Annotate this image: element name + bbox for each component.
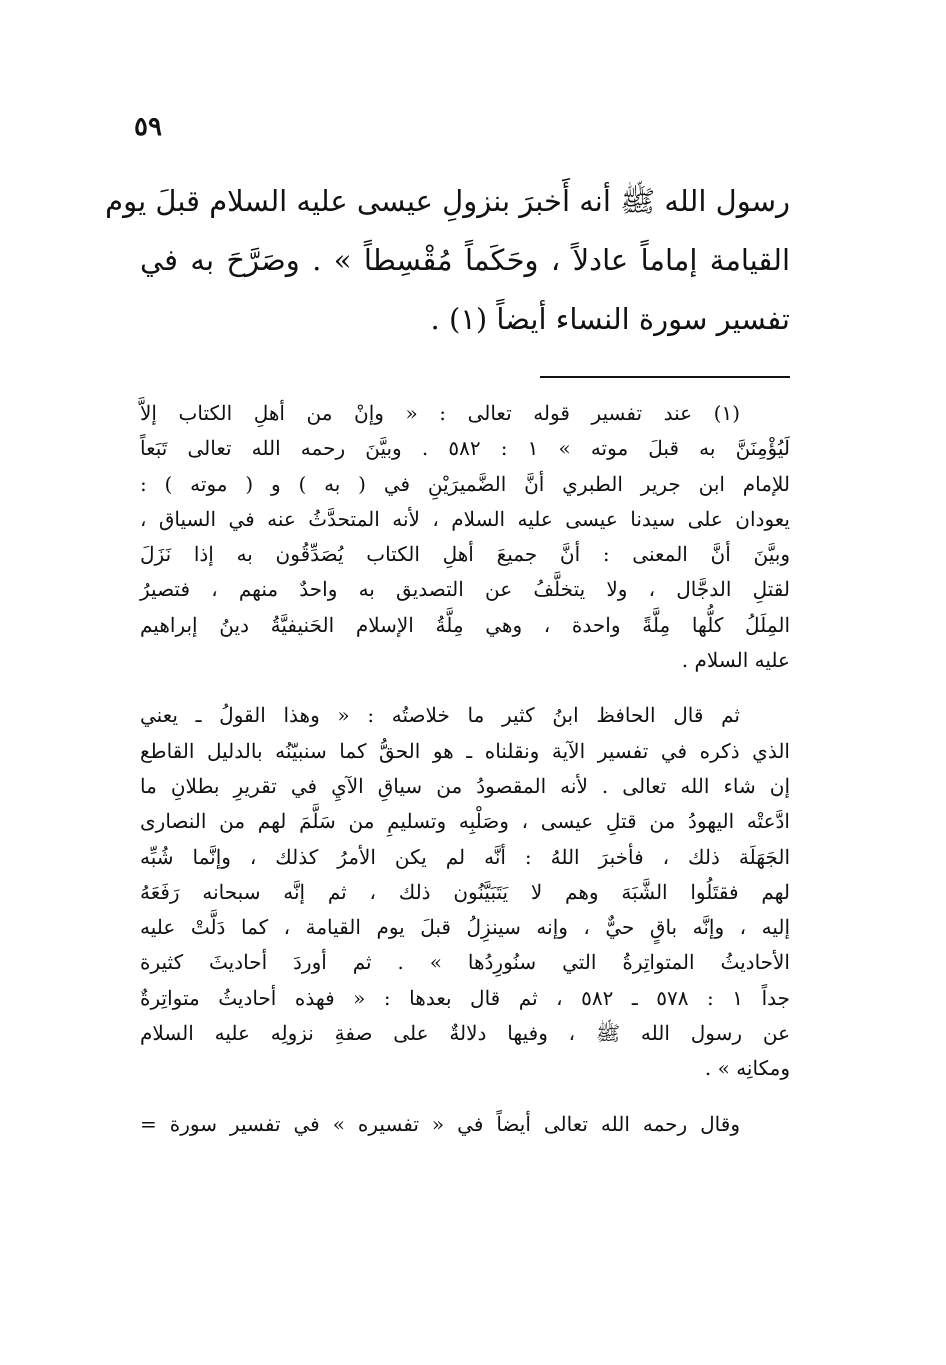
footnote-1 xyxy=(140,396,790,678)
footnote-line: الذي ذكره في تفسير الآية ونقلناه ـ هو الحقُّ كما سنبيّنُه بالدليل القاطع xyxy=(140,738,790,763)
footnote-line: لَيُؤْمِنَنَّ به قبلَ موته » ١ : ٥٨٢ . وبيَّنَ رحمه الله تعالى تَبَعاً xyxy=(140,436,791,461)
footnote-line: للإمام ابن جرير الطبري أنَّ الضَّميرَيْنِ في ( به ) و ( موته ) : xyxy=(140,471,790,496)
footnote-line: ادَّعتْه اليهودُ من قتلِ عيسى ، وصَلْبِه وتسليمِ من سَلَّمَ لهم من النصارى xyxy=(140,809,790,834)
footnote-line: إن شاء الله تعالى . لأنه المقصودُ من سياقِ الآيِ في تقريرِ بطلانِ ما xyxy=(140,773,790,798)
main-text xyxy=(105,172,790,349)
footnote-divider xyxy=(540,376,790,378)
main-line: تفسير سورة النساء أيضاً (١) . xyxy=(430,302,790,336)
main-line: القيامة إماماً عادلاً ، وحَكَماً مُقْسِطاً » . وصَرَّحَ به في xyxy=(140,243,790,277)
footnote-line: ومكانِه » . xyxy=(704,1056,790,1081)
footnote-line: ثم قال الحافظ ابنُ كثير ما خلاصتُه : « وهذا القولُ ـ يعني xyxy=(140,703,740,728)
footnote-continuation-line: وقال رحمه الله تعالى أيضاً في « تفسيره » في تفسير سورة = xyxy=(140,1111,740,1136)
main-line: رسول الله ﷺ أنه أَخبرَ بنزولِ عيسى عليه السلام قبلَ يوم xyxy=(105,184,790,218)
footnote-continuation-paragraph xyxy=(140,698,790,1086)
footnote-line: وبيَّنَ أنَّ المعنى : أنَّ جميعَ أهلِ الكتاب يُصَدِّقُون به إذا نَزَلَ xyxy=(140,542,790,567)
main-paragraph xyxy=(105,172,790,349)
footnote-line: إليه ، وإنَّه باقٍ حيٌّ ، وإنه سينزِلُ قبلَ يوم القيامة ، كما دَلَّتْ عليه xyxy=(140,915,791,940)
footnote-line: المِلَلُ كلُّها مِلَّةً واحدة ، وهي مِلَّةُ الإسلام الحَنيفيَّةُ دينُ إبراهيم xyxy=(140,612,790,637)
footnote-line: عليه السلام . xyxy=(681,648,790,673)
footnotes xyxy=(140,396,790,1142)
page-number: ٥٩ xyxy=(134,112,162,142)
footnote-line: لقتلِ الدجَّال ، ولا يتخلَّفُ عن التصديق به واحدٌ منهم ، فتصيرُ xyxy=(140,577,790,602)
footnote-line: جداً ١ : ٥٧٨ ـ ٥٨٢ ، ثم قال بعدها : « فهذه أحاديثُ متواتِرةٌ xyxy=(140,985,790,1010)
footnote-line: لهم فقتَلُوا الشَّبَهَ وهم لا يَتَبَيَّنُون ذلك ، ثم إنَّه سبحانه رَفَعَهُ xyxy=(140,879,790,904)
footnote-line: الجَهَلَة ذلك ، فأخبرَ اللهُ : أنَّه لم يكن الأمرُ كذلك ، وإنَّما شُبِّه xyxy=(140,844,790,869)
footnote-line: يعودان على سيدنا عيسى عليه السلام ، لأنه المتحدَّثُ عنه في السياق ، xyxy=(140,506,790,531)
footnote-line: (١) عند تفسير قوله تعالى : « وإنْ من أهلِ الكتاب إلاَّ xyxy=(140,401,740,425)
footnote-line: الأحاديثُ المتواتِرةُ التي سنُورِدُها » . ثم أوردَ أحاديثَ كثيرة xyxy=(140,950,790,975)
footnote-next-page-paragraph xyxy=(140,1107,790,1142)
footnote-line: عن رسول الله ﷺ ، وفيها دلالةٌ على صفةِ نزولِه عليه السلام xyxy=(140,1021,790,1046)
